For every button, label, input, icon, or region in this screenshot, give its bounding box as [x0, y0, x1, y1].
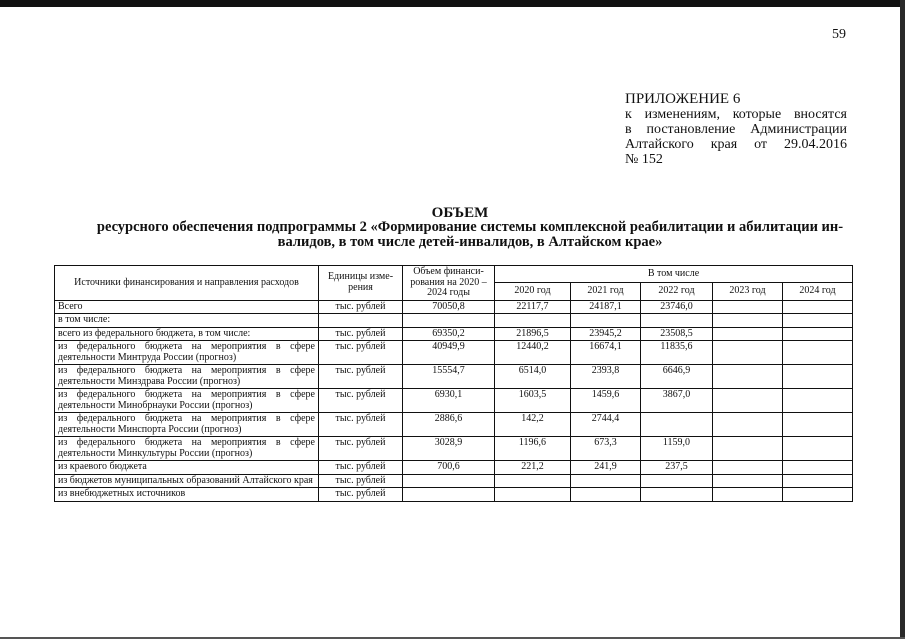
- table-row: [55, 314, 853, 328]
- header-total: Объем финанси-рования на 2020 – 2024 годы: [403, 266, 495, 301]
- cell-2022: [641, 488, 713, 502]
- cell-source: из федерального бюджета на мероприятия в сфере деятельности Минздрава России (прогноз): [55, 365, 319, 389]
- cell-unit: тыс. рублей: [319, 327, 403, 341]
- cell-2021: 23945,2: [571, 327, 641, 341]
- table-body: [55, 300, 853, 501]
- cell-2023: [713, 488, 783, 502]
- cell-2024: [783, 314, 853, 328]
- header-year: 2023 год: [713, 283, 783, 300]
- subtitle-line: валидов, в том числе детей-инвалидов, в Алтайском крае»: [277, 234, 663, 250]
- cell-2022: 3867,0: [641, 389, 713, 413]
- cell-2022: 6646,9: [641, 365, 713, 389]
- cell-source: из внебюджетных источников: [55, 488, 319, 502]
- cell-2021: [571, 314, 641, 328]
- table-row: [55, 461, 853, 475]
- header-year: 2022 год: [641, 283, 713, 300]
- cell-2024: [783, 437, 853, 461]
- document-subtitle: [90, 220, 850, 250]
- cell-2024: [783, 488, 853, 502]
- table-row: [55, 437, 853, 461]
- cell-unit: тыс. рублей: [319, 461, 403, 475]
- appendix-line: в постановление Администрации: [625, 122, 847, 137]
- table-row: [55, 413, 853, 437]
- cell-total: [403, 488, 495, 502]
- appendix-line: № 152: [625, 152, 663, 167]
- cell-source: Всего: [55, 300, 319, 314]
- cell-2022: [641, 413, 713, 437]
- cell-unit: тыс. рублей: [319, 389, 403, 413]
- cell-2022: 11835,6: [641, 341, 713, 365]
- cell-2023: [713, 341, 783, 365]
- cell-unit: тыс. рублей: [319, 488, 403, 502]
- table-row: [55, 327, 853, 341]
- cell-2024: [783, 300, 853, 314]
- cell-2023: [713, 461, 783, 475]
- cell-total: 69350,2: [403, 327, 495, 341]
- cell-2022: 1159,0: [641, 437, 713, 461]
- cell-2021: 241,9: [571, 461, 641, 475]
- cell-2024: [783, 461, 853, 475]
- cell-total: 700,6: [403, 461, 495, 475]
- cell-2023: [713, 314, 783, 328]
- table-row: [55, 341, 853, 365]
- page-number: 59: [832, 27, 846, 42]
- cell-2020: [495, 314, 571, 328]
- cell-2020: [495, 474, 571, 488]
- table-row: [55, 474, 853, 488]
- cell-total: 40949,9: [403, 341, 495, 365]
- cell-unit: тыс. рублей: [319, 474, 403, 488]
- document-title: ОБЪЕМ: [431, 205, 489, 221]
- appendix-line: Алтайского края от 29.04.2016: [625, 137, 847, 152]
- cell-unit: тыс. рублей: [319, 413, 403, 437]
- cell-total: 15554,7: [403, 365, 495, 389]
- cell-2024: [783, 365, 853, 389]
- cell-2024: [783, 474, 853, 488]
- cell-2022: 23508,5: [641, 327, 713, 341]
- cell-2020: 12440,2: [495, 341, 571, 365]
- cell-2021: 2744,4: [571, 413, 641, 437]
- cell-2024: [783, 327, 853, 341]
- cell-total: 2886,6: [403, 413, 495, 437]
- cell-2021: [571, 488, 641, 502]
- cell-source: из федерального бюджета на мероприятия в сфере деятельности Минспорта России (прогноз): [55, 413, 319, 437]
- cell-2020: 1603,5: [495, 389, 571, 413]
- header-source: Источники финансирования и направления расходов: [55, 266, 319, 301]
- cell-2020: 1196,6: [495, 437, 571, 461]
- cell-unit: тыс. рублей: [319, 365, 403, 389]
- cell-total: 70050,8: [403, 300, 495, 314]
- table-row: [55, 365, 853, 389]
- cell-source: из бюджетов муниципальных образований Алтайского края: [55, 474, 319, 488]
- cell-2021: [571, 474, 641, 488]
- cell-2023: [713, 300, 783, 314]
- cell-2022: 237,5: [641, 461, 713, 475]
- cell-unit: тыс. рублей: [319, 437, 403, 461]
- table-row: [55, 389, 853, 413]
- scan-edge-top: [0, 0, 905, 7]
- cell-source: из федерального бюджета на мероприятия в сфере деятельности Минкультуры России (прогноз): [55, 437, 319, 461]
- appendix-title: ПРИЛОЖЕНИЕ 6: [625, 91, 741, 107]
- cell-source: из федерального бюджета на мероприятия в сфере деятельности Минобрнауки России (прогноз): [55, 389, 319, 413]
- cell-2022: [641, 314, 713, 328]
- subtitle-line: ресурсного обеспечения подпрограммы 2 «Формирование системы комплексной реабилитации и абилитации ин-: [96, 219, 844, 235]
- cell-2020: 221,2: [495, 461, 571, 475]
- cell-2023: [713, 474, 783, 488]
- cell-2020: [495, 488, 571, 502]
- cell-2023: [713, 327, 783, 341]
- header-year: 2024 год: [783, 283, 853, 300]
- cell-unit: [319, 314, 403, 328]
- cell-source: в том числе:: [55, 314, 319, 328]
- table-row: [55, 488, 853, 502]
- cell-2021: 2393,8: [571, 365, 641, 389]
- cell-2021: 16674,1: [571, 341, 641, 365]
- cell-2020: 21896,5: [495, 327, 571, 341]
- cell-total: [403, 474, 495, 488]
- cell-2021: 1459,6: [571, 389, 641, 413]
- appendix-block: [625, 92, 847, 167]
- cell-total: [403, 314, 495, 328]
- cell-2021: 24187,1: [571, 300, 641, 314]
- header-unit: Единицы изме-рения: [319, 266, 403, 301]
- cell-2024: [783, 389, 853, 413]
- cell-2023: [713, 365, 783, 389]
- header-year: 2020 год: [495, 283, 571, 300]
- table-row: [55, 300, 853, 314]
- resources-table: [54, 265, 853, 502]
- cell-2022: [641, 474, 713, 488]
- cell-2020: 22117,7: [495, 300, 571, 314]
- scan-edge-right: [900, 0, 905, 639]
- appendix-line: к изменениям, которые вносятся: [625, 107, 847, 122]
- cell-total: 6930,1: [403, 389, 495, 413]
- cell-unit: тыс. рублей: [319, 341, 403, 365]
- cell-2021: 673,3: [571, 437, 641, 461]
- cell-2022: 23746,0: [641, 300, 713, 314]
- header-including: В том числе: [495, 266, 853, 283]
- cell-2023: [713, 389, 783, 413]
- cell-2023: [713, 437, 783, 461]
- cell-source: из федерального бюджета на мероприятия в сфере деятельности Минтруда России (прогноз): [55, 341, 319, 365]
- cell-2023: [713, 413, 783, 437]
- header-year: 2021 год: [571, 283, 641, 300]
- cell-source: из краевого бюджета: [55, 461, 319, 475]
- cell-2020: 142,2: [495, 413, 571, 437]
- cell-2024: [783, 413, 853, 437]
- cell-2020: 6514,0: [495, 365, 571, 389]
- cell-total: 3028,9: [403, 437, 495, 461]
- cell-unit: тыс. рублей: [319, 300, 403, 314]
- cell-source: всего из федерального бюджета, в том числе:: [55, 327, 319, 341]
- cell-2024: [783, 341, 853, 365]
